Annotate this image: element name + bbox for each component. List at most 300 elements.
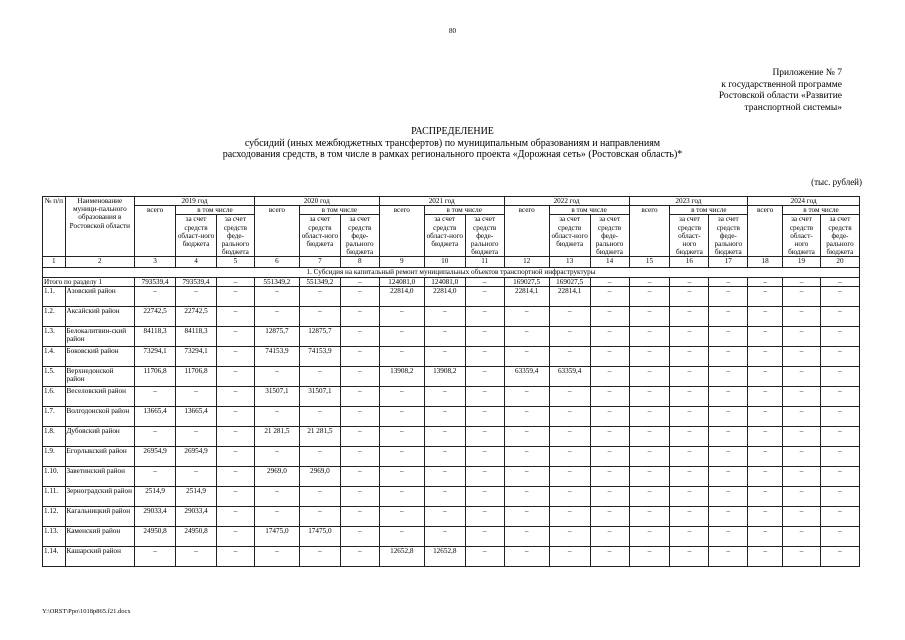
cell-value: –	[254, 446, 299, 466]
cell-value: –	[783, 466, 821, 486]
cell-value: –	[340, 406, 379, 426]
cell-value: –	[340, 286, 379, 306]
municipality-name: Кагальницкий район	[65, 506, 135, 526]
cell-value: –	[217, 326, 255, 346]
cell-value: –	[590, 546, 629, 566]
cell-value: 17475,0	[299, 526, 340, 546]
cell-value: 22742,5	[135, 306, 176, 326]
header-total: всего	[254, 206, 299, 257]
total-label: Итого по разделу 1	[43, 277, 135, 286]
cell-value: –	[629, 406, 670, 426]
cell-value: –	[340, 466, 379, 486]
municipality-name: Заветинский район	[65, 466, 135, 486]
cell-value: –	[465, 306, 504, 326]
cell-value: –	[783, 546, 821, 566]
title-line: расходования средств, в том числе в рамках регионального проекта «Дорожная сеть» (Ростовская область)*	[222, 149, 683, 160]
appendix-line: к государственной программе	[721, 79, 842, 90]
column-number: 16	[670, 257, 709, 268]
cell-value: –	[217, 426, 255, 446]
cell-value: –	[629, 506, 670, 526]
cell-value: –	[379, 426, 424, 446]
cell-value: –	[783, 286, 821, 306]
cell-value: –	[783, 526, 821, 546]
cell-value: –	[504, 426, 549, 446]
row-number: 1.2.	[43, 306, 66, 326]
cell-value: –	[590, 506, 629, 526]
cell-value: –	[299, 486, 340, 506]
cell-value: –	[379, 506, 424, 526]
appendix-block	[680, 68, 842, 114]
cell-value: –	[424, 406, 465, 426]
cell-value: –	[254, 306, 299, 326]
header-num: № п/п	[43, 197, 66, 257]
cell-value: –	[670, 286, 709, 306]
table-row	[43, 346, 860, 366]
row-number: 1.14.	[43, 546, 66, 566]
table-row	[43, 426, 860, 446]
cell-value: –	[748, 426, 783, 446]
cell-value: 13665,4	[176, 406, 217, 426]
cell-value: –	[590, 386, 629, 406]
cell-value: –	[590, 346, 629, 366]
header-name: Наименование муници-пального образования в Ростовской области	[65, 197, 135, 257]
cell-value: –	[590, 326, 629, 346]
total-value: –	[629, 277, 670, 286]
cell-value: –	[424, 386, 465, 406]
cell-value: –	[379, 386, 424, 406]
column-number: 19	[783, 257, 821, 268]
municipality-name: Боковский район	[65, 346, 135, 366]
cell-value: –	[254, 286, 299, 306]
cell-value: 74153,9	[299, 346, 340, 366]
row-number: 1.6.	[43, 386, 66, 406]
cell-value: 22742,5	[176, 306, 217, 326]
cell-value: 17475,0	[254, 526, 299, 546]
cell-value: –	[299, 306, 340, 326]
header-year: 2021 год	[379, 197, 504, 206]
cell-value: –	[504, 506, 549, 526]
cell-value: 12652,8	[379, 546, 424, 566]
cell-value: –	[748, 466, 783, 486]
cell-value: –	[748, 326, 783, 346]
cell-value: –	[820, 486, 859, 506]
column-number: 11	[465, 257, 504, 268]
column-number: 20	[820, 257, 859, 268]
cell-value: –	[590, 286, 629, 306]
cell-value: –	[590, 366, 629, 386]
total-value: –	[590, 277, 629, 286]
column-number: 13	[549, 257, 590, 268]
header-regional: за счет средств област-ного бюджета	[176, 215, 217, 257]
cell-value: –	[629, 466, 670, 486]
units-label: (тыс. рублей)	[811, 177, 862, 187]
cell-value: –	[549, 446, 590, 466]
cell-value: –	[709, 446, 748, 466]
municipality-name: Зерноградский район	[65, 486, 135, 506]
cell-value: –	[217, 286, 255, 306]
cell-value: –	[217, 406, 255, 426]
column-number: 7	[299, 257, 340, 268]
column-number-row	[43, 257, 860, 268]
cell-value: –	[590, 406, 629, 426]
cell-value: –	[748, 346, 783, 366]
cell-value: –	[549, 426, 590, 446]
cell-value: –	[217, 506, 255, 526]
cell-value: –	[629, 346, 670, 366]
cell-value: –	[465, 346, 504, 366]
cell-value: –	[424, 346, 465, 366]
cell-value: –	[748, 386, 783, 406]
cell-value: 73294,1	[176, 346, 217, 366]
row-number: 1.10.	[43, 466, 66, 486]
header-federal: за счет средств феде-рального бюджета	[820, 215, 859, 257]
row-number: 1.8.	[43, 426, 66, 446]
cell-value: –	[299, 286, 340, 306]
cell-value: –	[820, 546, 859, 566]
cell-value: –	[549, 346, 590, 366]
cell-value: –	[254, 546, 299, 566]
cell-value: 12875,7	[254, 326, 299, 346]
cell-value: 2514,9	[135, 486, 176, 506]
cell-value: –	[340, 446, 379, 466]
row-number: 1.13.	[43, 526, 66, 546]
municipality-name: Волгодонской район	[65, 406, 135, 426]
cell-value: –	[379, 346, 424, 366]
cell-value: –	[465, 446, 504, 466]
title-line: субсидий (иных межбюджетных трансфертов) по муниципальным образованиям и направлениям	[244, 137, 661, 149]
header-federal: за счет средств феде-рального бюджета	[709, 215, 748, 257]
table-row	[43, 506, 860, 526]
cell-value: –	[670, 526, 709, 546]
cell-value: 84118,3	[176, 326, 217, 346]
cell-value: –	[465, 386, 504, 406]
cell-value: 74153,9	[254, 346, 299, 366]
cell-value: –	[670, 426, 709, 446]
cell-value: 22814,1	[504, 286, 549, 306]
appendix-line: транспортной системы»	[744, 102, 842, 113]
appendix-line: Ростовской области «Развитие	[718, 91, 842, 101]
cell-value: 2969,0	[254, 466, 299, 486]
cell-value: –	[217, 486, 255, 506]
cell-value: –	[340, 386, 379, 406]
cell-value: –	[629, 546, 670, 566]
cell-value: –	[176, 286, 217, 306]
cell-value: 26954,9	[135, 446, 176, 466]
cell-value: –	[504, 306, 549, 326]
cell-value: –	[340, 546, 379, 566]
cell-value: –	[424, 506, 465, 526]
cell-value: –	[629, 526, 670, 546]
cell-value: –	[670, 506, 709, 526]
cell-value: –	[709, 466, 748, 486]
table-row	[43, 526, 860, 546]
cell-value: 21 281,5	[254, 426, 299, 446]
row-number: 1.12.	[43, 506, 66, 526]
cell-value: –	[629, 486, 670, 506]
cell-value: –	[135, 466, 176, 486]
cell-value: –	[820, 406, 859, 426]
header-including: в том числе	[176, 206, 255, 215]
total-value: 551349,2	[254, 277, 299, 286]
cell-value: –	[748, 286, 783, 306]
cell-value: –	[590, 306, 629, 326]
cell-value: –	[379, 486, 424, 506]
table-row	[43, 386, 860, 406]
cell-value: –	[748, 506, 783, 526]
cell-value: –	[379, 326, 424, 346]
total-value: –	[465, 277, 504, 286]
total-value: –	[340, 277, 379, 286]
header-federal: за счет средств феде-рального бюджета	[590, 215, 629, 257]
cell-value: –	[748, 546, 783, 566]
cell-value: –	[709, 366, 748, 386]
cell-value: –	[783, 446, 821, 466]
column-number: 14	[590, 257, 629, 268]
column-number: 12	[504, 257, 549, 268]
table-row	[43, 286, 860, 306]
cell-value: –	[504, 346, 549, 366]
cell-value: –	[465, 546, 504, 566]
header-year: 2022 год	[504, 197, 629, 206]
cell-value: –	[424, 306, 465, 326]
header-total: всего	[748, 206, 783, 257]
row-number: 1.4.	[43, 346, 66, 366]
cell-value: –	[340, 486, 379, 506]
table-row	[43, 326, 860, 346]
cell-value: –	[783, 306, 821, 326]
cell-value: –	[783, 506, 821, 526]
cell-value: –	[629, 446, 670, 466]
cell-value: 73294,1	[135, 346, 176, 366]
header-year: 2019 год	[135, 197, 255, 206]
cell-value: –	[670, 546, 709, 566]
header-including: в том числе	[783, 206, 860, 215]
column-number: 3	[135, 257, 176, 268]
row-number: 1.11.	[43, 486, 66, 506]
cell-value: –	[504, 406, 549, 426]
municipality-name: Каменский район	[65, 526, 135, 546]
cell-value: –	[670, 486, 709, 506]
table-row	[43, 446, 860, 466]
total-value: –	[820, 277, 859, 286]
cell-value: –	[379, 306, 424, 326]
distribution-table	[42, 196, 860, 567]
page-number: 80	[449, 27, 456, 35]
header-regional: за счет средств област-ного бюджета	[783, 215, 821, 257]
cell-value: –	[820, 526, 859, 546]
cell-value: 24950,8	[176, 526, 217, 546]
cell-value: –	[783, 426, 821, 446]
header-total: всего	[379, 206, 424, 257]
cell-value: –	[135, 426, 176, 446]
cell-value: –	[709, 526, 748, 546]
cell-value: –	[783, 386, 821, 406]
cell-value: –	[254, 406, 299, 426]
cell-value: –	[340, 526, 379, 546]
cell-value: –	[783, 486, 821, 506]
header-year: 2023 год	[629, 197, 748, 206]
cell-value: –	[217, 346, 255, 366]
cell-value: –	[629, 386, 670, 406]
cell-value: –	[379, 466, 424, 486]
document-title	[100, 126, 805, 161]
municipality-name: Веселовский район	[65, 386, 135, 406]
cell-value: –	[340, 306, 379, 326]
municipality-name: Верхнедонской район	[65, 366, 135, 386]
cell-value: –	[820, 386, 859, 406]
header-including: в том числе	[424, 206, 504, 215]
cell-value: –	[254, 486, 299, 506]
cell-value: –	[670, 446, 709, 466]
cell-value: –	[299, 506, 340, 526]
table-row	[43, 486, 860, 506]
cell-value: –	[549, 306, 590, 326]
cell-value: –	[217, 386, 255, 406]
section-title: 1. Субсидия на капитальный ремонт муниципальных объектов транспортной инфраструктуры	[43, 268, 860, 277]
total-value: 551349,2	[299, 277, 340, 286]
cell-value: –	[465, 326, 504, 346]
cell-value: –	[549, 546, 590, 566]
cell-value: –	[465, 486, 504, 506]
cell-value: –	[549, 486, 590, 506]
cell-value: –	[424, 526, 465, 546]
cell-value: –	[549, 506, 590, 526]
cell-value: –	[670, 366, 709, 386]
cell-value: –	[783, 346, 821, 366]
header-regional: за счет средств област-ного бюджета	[424, 215, 465, 257]
cell-value: 63359,4	[504, 366, 549, 386]
cell-value: –	[783, 326, 821, 346]
header-regional: за счет средств област-ного бюджета	[670, 215, 709, 257]
cell-value: –	[465, 466, 504, 486]
cell-value: –	[504, 446, 549, 466]
cell-value: –	[709, 486, 748, 506]
cell-value: –	[629, 426, 670, 446]
header-federal: за счет средств феде-рального бюджета	[340, 215, 379, 257]
cell-value: 22814,1	[549, 286, 590, 306]
cell-value: –	[709, 326, 748, 346]
cell-value: –	[135, 386, 176, 406]
cell-value: –	[670, 346, 709, 366]
cell-value: –	[340, 366, 379, 386]
table-row	[43, 466, 860, 486]
cell-value: –	[340, 326, 379, 346]
column-number: 9	[379, 257, 424, 268]
row-number: 1.1.	[43, 286, 66, 306]
total-value: –	[709, 277, 748, 286]
cell-value: 13908,2	[424, 366, 465, 386]
cell-value: –	[504, 486, 549, 506]
municipality-name: Дубовский район	[65, 426, 135, 446]
cell-value: –	[748, 446, 783, 466]
cell-value: 11706,8	[176, 366, 217, 386]
cell-value: –	[176, 546, 217, 566]
cell-value: –	[176, 426, 217, 446]
cell-value: –	[820, 306, 859, 326]
header-total: всего	[629, 206, 670, 257]
cell-value: –	[629, 326, 670, 346]
cell-value: –	[709, 286, 748, 306]
header-federal: за счет средств феде-рального бюджета	[465, 215, 504, 257]
cell-value: –	[504, 546, 549, 566]
table-row	[43, 306, 860, 326]
cell-value: –	[424, 426, 465, 446]
cell-value: 26954,9	[176, 446, 217, 466]
column-number: 17	[709, 257, 748, 268]
column-number: 15	[629, 257, 670, 268]
cell-value: –	[820, 446, 859, 466]
table-row	[43, 366, 860, 386]
cell-value: 13908,2	[379, 366, 424, 386]
cell-value: –	[135, 546, 176, 566]
total-value: 124081,0	[379, 277, 424, 286]
column-number: 6	[254, 257, 299, 268]
cell-value: –	[424, 446, 465, 466]
cell-value: 24950,8	[135, 526, 176, 546]
cell-value: –	[709, 306, 748, 326]
cell-value: –	[748, 366, 783, 386]
cell-value: 31507,1	[254, 386, 299, 406]
cell-value: –	[670, 326, 709, 346]
cell-value: –	[549, 406, 590, 426]
cell-value: –	[379, 526, 424, 546]
column-number: 4	[176, 257, 217, 268]
column-number: 2	[65, 257, 135, 268]
header-year: 2024 год	[748, 197, 860, 206]
cell-value: –	[379, 446, 424, 466]
cell-value: –	[465, 526, 504, 546]
cell-value: –	[670, 406, 709, 426]
cell-value: –	[629, 306, 670, 326]
column-number: 5	[217, 257, 255, 268]
cell-value: –	[783, 406, 821, 426]
cell-value: –	[820, 346, 859, 366]
cell-value: –	[820, 326, 859, 346]
cell-value: –	[709, 546, 748, 566]
cell-value: 29033,4	[176, 506, 217, 526]
cell-value: 13665,4	[135, 406, 176, 426]
cell-value: –	[820, 366, 859, 386]
cell-value: 63359,4	[549, 366, 590, 386]
cell-value: –	[176, 466, 217, 486]
total-value: 793539,4	[176, 277, 217, 286]
municipality-name: Аксайский район	[65, 306, 135, 326]
cell-value: –	[424, 486, 465, 506]
cell-value: –	[504, 526, 549, 546]
column-number: 1	[43, 257, 66, 268]
cell-value: –	[504, 386, 549, 406]
cell-value: –	[217, 466, 255, 486]
cell-value: 2969,0	[299, 466, 340, 486]
cell-value: 11706,8	[135, 366, 176, 386]
cell-value: –	[379, 406, 424, 426]
cell-value: –	[424, 326, 465, 346]
total-value: 793539,4	[135, 277, 176, 286]
total-value: –	[670, 277, 709, 286]
cell-value: –	[299, 446, 340, 466]
total-value: 169027,5	[549, 277, 590, 286]
cell-value: –	[340, 346, 379, 366]
cell-value: –	[748, 526, 783, 546]
column-number: 8	[340, 257, 379, 268]
cell-value: 21 281,5	[299, 426, 340, 446]
total-value: –	[217, 277, 255, 286]
cell-value: –	[217, 446, 255, 466]
file-path-footer: Y:\ORST\Ppo\1018p865.f21.docx	[42, 608, 131, 615]
cell-value: 29033,4	[135, 506, 176, 526]
cell-value: –	[465, 286, 504, 306]
appendix-line: Приложение № 7	[772, 68, 842, 78]
